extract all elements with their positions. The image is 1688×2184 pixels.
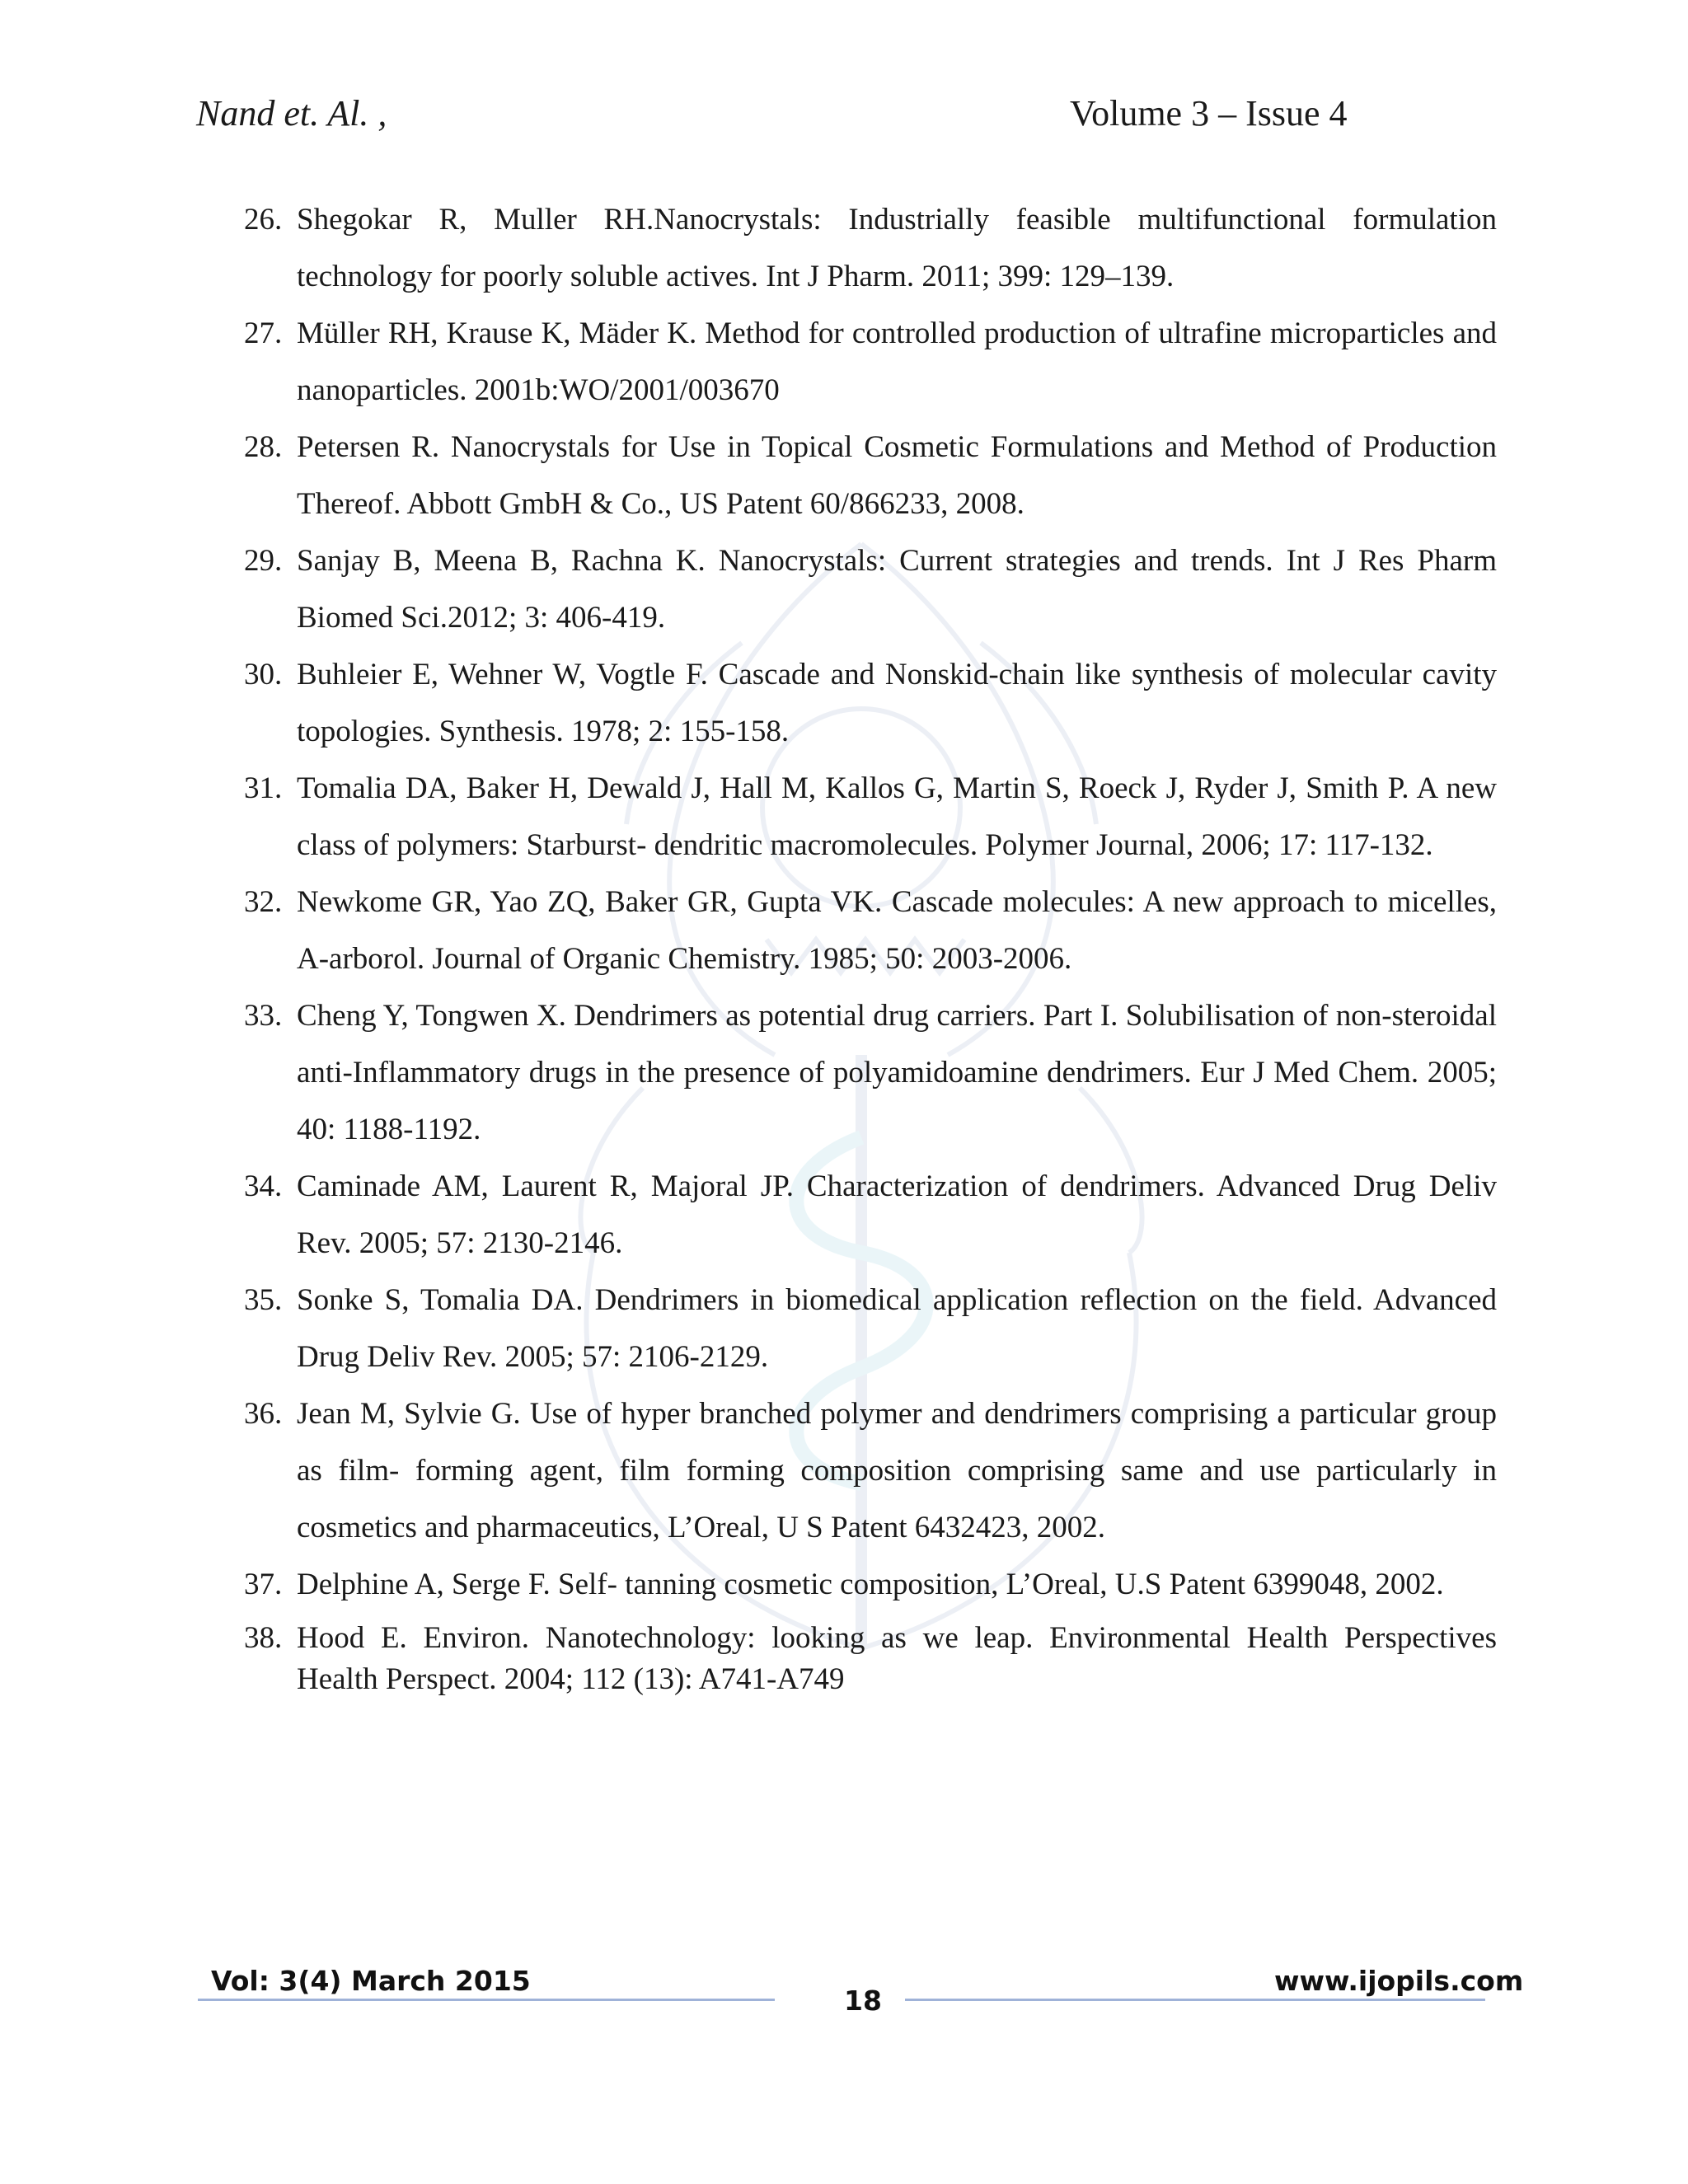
reference-text: Tomalia DA, Baker H, Dewald J, Hall M, Kallos G, Martin S, Roeck J, Ryder J, Smith P. A new class of polymers: Starburst- dendritic macromolecules. Polymer Journal, 2006; 17: 117-132. <box>297 771 1497 862</box>
reference-item <box>244 419 1497 532</box>
reference-number: 26. <box>244 203 283 237</box>
footer-volume-date: Vol: 3(4) March 2015 <box>211 1965 531 1997</box>
footer-divider-right <box>905 1999 1485 2001</box>
reference-item <box>244 987 1497 1158</box>
reference-item <box>244 1556 1497 1613</box>
reference-item <box>244 1158 1497 1272</box>
reference-number: 27. <box>244 316 283 350</box>
reference-text: Jean M, Sylvie G. Use of hyper branched polymer and dendrimers comprising a particular group as film- forming agent, film forming composition comprising same and use particularly in cosmetics and pharmaceutics, L’Oreal, U S Patent 6432423, 2002. <box>297 1397 1497 1544</box>
header-volume-issue: Volume 3 – Issue 4 <box>1070 93 1348 134</box>
reference-number: 31. <box>244 771 283 805</box>
reference-number: 33. <box>244 999 283 1033</box>
reference-number: 37. <box>244 1568 283 1601</box>
footer-website-link[interactable]: www.ijopils.com <box>1274 1965 1524 1997</box>
reference-text: Hood E. Environ. Nanotechnology: looking as we leap. Environmental Health Perspectives Health Perspect. 2004; 112 (13): A741-A749 <box>297 1621 1497 1696</box>
reference-text: Müller RH, Krause K, Mäder K. Method for controlled production of ultrafine microparticles and nanoparticles. 2001b:WO/2001/003670 <box>297 316 1497 407</box>
header-authors: Nand et. Al. , <box>196 93 387 134</box>
reference-text: Sanjay B, Meena B, Rachna K. Nanocrystals: Current strategies and trends. Int J Res Pharm Biomed Sci.2012; 3: 406-419. <box>297 544 1497 635</box>
footer-divider-left <box>198 1999 775 2001</box>
reference-number: 38. <box>244 1621 283 1655</box>
reference-item <box>244 1385 1497 1556</box>
reference-item <box>244 1272 1497 1385</box>
reference-text: Sonke S, Tomalia DA. Dendrimers in biomedical application reflection on the field. Advanced Drug Deliv Rev. 2005; 57: 2106-2129. <box>297 1283 1497 1374</box>
reference-text: Petersen R. Nanocrystals for Use in Topical Cosmetic Formulations and Method of Production Thereof. Abbott GmbH & Co., US Patent 60/866233, 2008. <box>297 430 1497 521</box>
reference-text: Shegokar R, Muller RH.Nanocrystals: Industrially feasible multifunctional formulation technology for poorly soluble actives. Int J Pharm. 2011; 399: 129–139. <box>297 203 1497 293</box>
reference-text: Caminade AM, Laurent R, Majoral JP. Characterization of dendrimers. Advanced Drug Deliv Rev. 2005; 57: 2130-2146. <box>297 1169 1497 1260</box>
reference-item <box>244 760 1497 874</box>
reference-text: Newkome GR, Yao ZQ, Baker GR, Gupta VK. Cascade molecules: A new approach to micelles, A-arborol. Journal of Organic Chemistry. 1985; 50: 2003-2006. <box>297 885 1497 976</box>
reference-item <box>244 191 1497 305</box>
reference-item <box>244 532 1497 646</box>
reference-item <box>244 1618 1497 1700</box>
reference-item <box>244 646 1497 760</box>
reference-item <box>244 874 1497 987</box>
reference-number: 29. <box>244 544 283 578</box>
reference-text: Cheng Y, Tongwen X. Dendrimers as potential drug carriers. Part I. Solubilisation of non-steroidal anti-Inflammatory drugs in the presence of polyamidoamine dendrimers. Eur J Med Chem. 2005; 40: 1188-1192. <box>297 999 1497 1146</box>
reference-number: 36. <box>244 1397 283 1431</box>
page-footer <box>198 1965 1524 2031</box>
reference-item <box>244 305 1497 419</box>
reference-number: 30. <box>244 658 283 691</box>
reference-number: 34. <box>244 1169 283 1203</box>
reference-number: 28. <box>244 430 283 464</box>
reference-text: Delphine A, Serge F. Self- tanning cosmetic composition, L’Oreal, U.S Patent 6399048, 2002. <box>297 1568 1444 1601</box>
running-header <box>196 92 1376 150</box>
reference-list <box>244 191 1497 1700</box>
reference-number: 32. <box>244 885 283 919</box>
page-number: 18 <box>844 1985 882 2017</box>
reference-text: Buhleier E, Wehner W, Vogtle F. Cascade and Nonskid-chain like synthesis of molecular cavity topologies. Synthesis. 1978; 2: 155-158. <box>297 658 1497 748</box>
reference-number: 35. <box>244 1283 283 1317</box>
